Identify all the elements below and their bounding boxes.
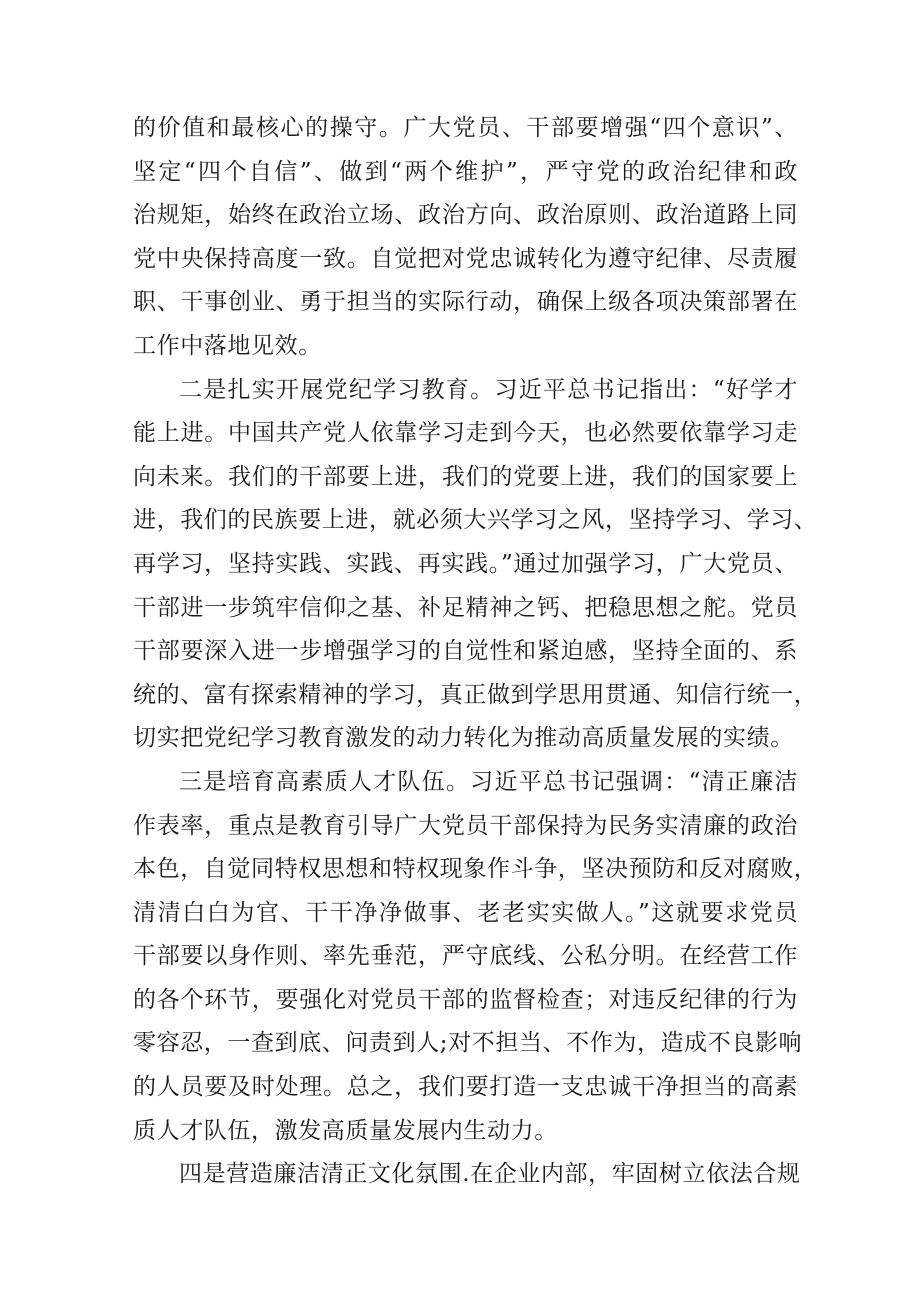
paragraph-4 <box>133 1153 801 1197</box>
text-line: 坚定“四个自信”、做到“两个维护”，严守党的政治纪律和政 <box>133 158 798 185</box>
text-line: 四是营造廉洁清正文化氛围.在企业内部，牢固树立依法合规 <box>179 1161 801 1188</box>
text-line: 干部要深入进一步增强学习的自觉性和紧迫感，坚持全面的、系 <box>133 638 798 665</box>
text-line: 干部要以身作则、率先垂范，严守底线、公私分明。在经营工作 <box>133 943 798 970</box>
text-line: 清清白白为官、干干净净做事、老老实实做人。”这就要求党员 <box>133 899 798 926</box>
paragraph-1 <box>133 107 798 369</box>
text-line: 职、干事创业、勇于担当的实际行动，确保上级各项决策部署在 <box>133 289 798 316</box>
text-line: 切实把党纪学习教育激发的动力转化为推动高质量发展的实绩。 <box>133 725 794 752</box>
text-line: 二是扎实开展党纪学习教育。习近平总书记指出：“好学才 <box>179 376 798 403</box>
text-line: 本色，自觉同特权思想和特权现象作斗争，坚决预防和反对腐败， <box>133 856 818 883</box>
text-line: 的价值和最核心的操守。广大党员、干部要增强“四个意识”、 <box>133 115 798 141</box>
paragraph-3 <box>133 761 818 1153</box>
text-line: 进，我们的民族要上进，就必须大兴学习之风，坚持学习、学习、 <box>133 507 818 534</box>
text-line: 的各个环节，要强化对党员干部的监督检查；对违反纪律的行为 <box>133 986 798 1013</box>
text-line: 作表率，重点是教育引导广大党员干部保持为民务实清廉的政治 <box>133 812 798 839</box>
text-line: 零容忍，一查到底、问责到人;对不担当、不作为，造成不良影响 <box>133 1030 803 1057</box>
text-line: 治规矩，始终在政治立场、政治方向、政治原则、政治道路上同 <box>133 202 798 229</box>
document-body <box>133 107 818 1197</box>
text-line: 党中央保持高度一致。自觉把对党忠诚转化为遵守纪律、尽责履 <box>133 245 798 272</box>
text-line: 再学习，坚持实践、实践、再实践。”通过加强学习，广大党员、 <box>133 550 798 577</box>
text-line: 工作中落地见效。 <box>133 332 322 359</box>
text-line: 统的、富有探索精神的学习，真正做到学思用贯通、知信行统一， <box>133 681 818 708</box>
text-line: 质人才队伍，激发高质量发展内生动力。 <box>133 1117 558 1144</box>
paragraph-2 <box>133 369 818 761</box>
text-line: 三是培育高素质人才队伍。习近平总书记强调：“清正廉洁 <box>179 768 798 795</box>
text-line: 干部进一步筑牢信仰之基、补足精神之钙、把稳思想之舵。党员 <box>133 594 798 621</box>
text-line: 能上进。中国共产党人依靠学习走到今天，也必然要依靠学习走 <box>133 420 798 447</box>
text-line: 的人员要及时处理。总之，我们要打造一支忠诚干净担当的高素 <box>133 1074 798 1101</box>
text-line: 向未来。我们的干部要上进，我们的党要上进，我们的国家要上 <box>133 463 798 490</box>
